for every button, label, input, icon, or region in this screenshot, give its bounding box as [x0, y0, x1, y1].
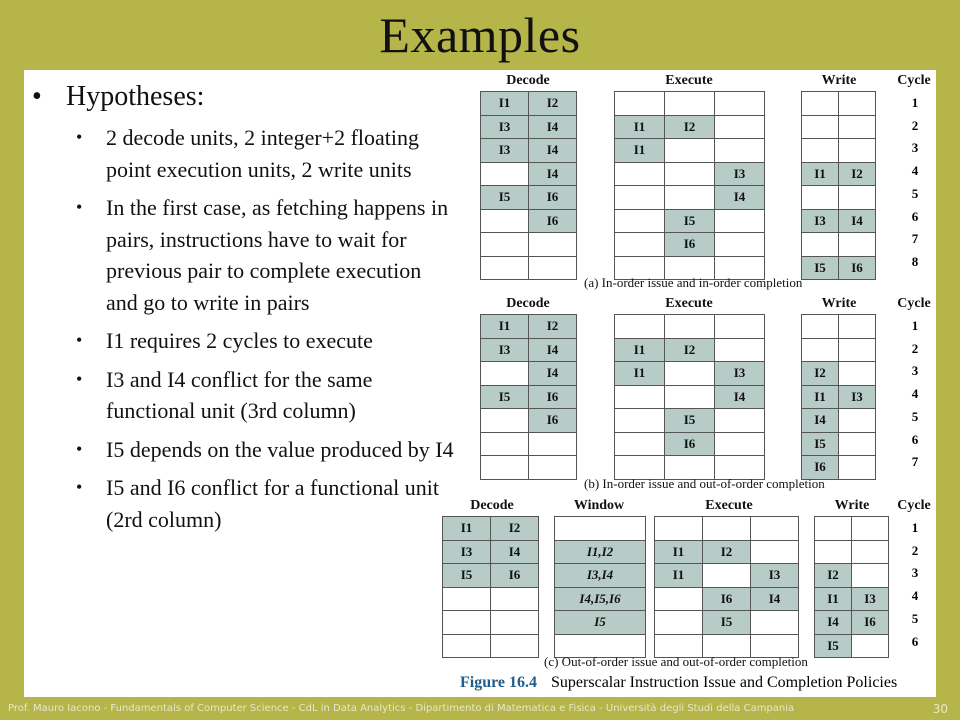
- table-cell: [802, 315, 839, 339]
- table-cell: I5: [481, 385, 529, 409]
- table-cell: I2: [802, 362, 839, 386]
- table-cell: I5: [555, 611, 646, 635]
- write-table: [814, 516, 889, 658]
- table-row: [443, 540, 539, 564]
- table-cell: [715, 338, 765, 362]
- table-row: [615, 409, 765, 433]
- cycle-number: 1: [911, 318, 919, 333]
- execute-table: [614, 91, 765, 280]
- table-cell: [751, 517, 799, 541]
- table-row: [615, 162, 765, 186]
- sub-caption: (c) Out-of-order issue and out-of-order completion: [544, 654, 808, 669]
- table-cell: [802, 139, 839, 163]
- bullet-dot-icon: •: [76, 330, 83, 350]
- table-cell: [715, 315, 765, 339]
- table-cell: [481, 209, 529, 233]
- table-cell: [491, 634, 539, 658]
- table-row: [615, 362, 765, 386]
- table-cell: I1: [655, 564, 703, 588]
- table-cell: I4: [529, 162, 577, 186]
- figure-caption-text: Superscalar Instruction Issue and Completion Policies: [551, 674, 898, 691]
- table-row: [481, 432, 577, 456]
- table-row: [802, 186, 876, 210]
- table-row: [802, 92, 876, 116]
- cycle-number: 2: [911, 542, 919, 558]
- table-row: [802, 162, 876, 186]
- cycle-number: 1: [911, 520, 919, 535]
- table-row: [615, 209, 765, 233]
- table-cell: I1: [481, 315, 529, 339]
- table-cell: [481, 456, 529, 480]
- table-row: [802, 385, 876, 409]
- table-cell: I1: [655, 540, 703, 564]
- table-cell: I3: [802, 209, 839, 233]
- bullet-item: [24, 472, 454, 535]
- execute-header: Execute: [665, 296, 713, 311]
- execute-header: Execute: [705, 498, 753, 513]
- table-row: [655, 540, 799, 564]
- bullet-heading: [24, 80, 454, 114]
- table-cell: [715, 233, 765, 257]
- table-cell: I3: [715, 162, 765, 186]
- table-cell: [615, 92, 665, 116]
- table-row: [802, 209, 876, 233]
- table-row: [443, 611, 539, 635]
- table-row: [555, 564, 646, 588]
- table-cell: I1: [615, 139, 665, 163]
- table-cell: I6: [665, 432, 715, 456]
- table-cell: I1: [615, 362, 665, 386]
- table-cell: [555, 517, 646, 541]
- write-header: Write: [834, 498, 870, 513]
- bullet-list: [24, 80, 454, 542]
- table-cell: I4: [751, 587, 799, 611]
- cycle-number: 6: [911, 633, 919, 649]
- cycle-number: 2: [911, 117, 919, 133]
- cycle-number: 4: [911, 386, 919, 402]
- table-row: [615, 338, 765, 362]
- table-row: [555, 611, 646, 635]
- figure-number: Figure 16.4: [460, 674, 538, 691]
- table-cell: I1: [481, 92, 529, 116]
- cycle-number: 2: [911, 340, 919, 356]
- table-row: [481, 92, 577, 116]
- table-row: [615, 385, 765, 409]
- cycle-number: 3: [911, 363, 919, 379]
- table-cell: I1: [443, 517, 491, 541]
- table-cell: I4: [815, 611, 852, 635]
- table-cell: [839, 139, 876, 163]
- bullet-dot-icon: •: [76, 368, 83, 389]
- table-cell: I6: [852, 611, 889, 635]
- page-number: 30: [932, 702, 948, 716]
- figure-caption: [460, 674, 897, 692]
- table-cell: [839, 186, 876, 210]
- table-cell: [715, 115, 765, 139]
- table-cell: I4: [802, 409, 839, 433]
- table-cell: I1: [615, 338, 665, 362]
- table-row: [655, 611, 799, 635]
- table-cell: I5: [802, 432, 839, 456]
- table-cell: [802, 186, 839, 210]
- cycle-number: 5: [911, 610, 919, 626]
- table-cell: [839, 115, 876, 139]
- table-cell: [852, 540, 889, 564]
- table-cell: [839, 362, 876, 386]
- pipeline-figure: [444, 70, 936, 697]
- sub-caption: (b) In-order issue and out-of-order completion: [584, 476, 825, 491]
- bullet-dot-icon: •: [76, 438, 83, 459]
- table-cell: [665, 362, 715, 386]
- table-row: [443, 564, 539, 588]
- table-row: [815, 564, 889, 588]
- table-cell: I1,I2: [555, 540, 646, 564]
- table-cell: I4: [529, 139, 577, 163]
- table-cell: I4: [839, 209, 876, 233]
- table-cell: [665, 385, 715, 409]
- table-cell: I4: [715, 186, 765, 210]
- table-row: [443, 517, 539, 541]
- table-row: [802, 256, 876, 280]
- table-cell: [802, 92, 839, 116]
- table-row: [555, 517, 646, 541]
- table-row: [615, 186, 765, 210]
- table-cell: [715, 139, 765, 163]
- table-cell: [615, 233, 665, 257]
- table-cell: [703, 564, 751, 588]
- table-row: [802, 338, 876, 362]
- table-row: [655, 587, 799, 611]
- table-cell: [481, 409, 529, 433]
- table-cell: [481, 162, 529, 186]
- table-row: [615, 432, 765, 456]
- bullet-item-text: In the first case, as fetching happens in pairs, instructions have to wait for previous pair to complete execution and go to write in pairs: [106, 195, 449, 315]
- table-cell: [481, 432, 529, 456]
- table-row: [555, 540, 646, 564]
- table-cell: I4: [491, 540, 539, 564]
- table-cell: [481, 256, 529, 280]
- table-cell: I2: [529, 315, 577, 339]
- bullet-item-text: I5 and I6 conflict for a functional unit (2rd column): [106, 475, 439, 532]
- table-cell: I2: [703, 540, 751, 564]
- decode-table: [442, 516, 539, 658]
- cycle-number: 5: [911, 408, 919, 424]
- table-cell: I3: [481, 338, 529, 362]
- table-row: [481, 338, 577, 362]
- table-cell: [665, 315, 715, 339]
- table-cell: [665, 162, 715, 186]
- table-row: [815, 634, 889, 658]
- table-cell: [615, 409, 665, 433]
- table-row: [481, 256, 577, 280]
- table-cell: [615, 209, 665, 233]
- table-cell: I2: [815, 564, 852, 588]
- cycle-number: 5: [911, 185, 919, 201]
- table-cell: [703, 517, 751, 541]
- bullet-item: [24, 434, 454, 466]
- table-row: [802, 362, 876, 386]
- table-row: [615, 115, 765, 139]
- bullet-dot-icon: •: [76, 197, 83, 217]
- table-row: [802, 233, 876, 257]
- table-cell: I4: [529, 115, 577, 139]
- table-row: [815, 517, 889, 541]
- table-cell: I6: [802, 456, 839, 480]
- table-cell: I5: [802, 256, 839, 280]
- table-cell: I5: [481, 186, 529, 210]
- window-header: Window: [573, 498, 625, 513]
- table-cell: I3: [443, 540, 491, 564]
- table-row: [802, 432, 876, 456]
- table-cell: I1: [815, 587, 852, 611]
- cycle-number: 4: [911, 163, 919, 179]
- table-cell: [529, 456, 577, 480]
- table-cell: I4: [529, 338, 577, 362]
- write-table: [801, 314, 876, 480]
- table-cell: I3: [852, 587, 889, 611]
- table-cell: I5: [665, 209, 715, 233]
- table-cell: [443, 611, 491, 635]
- table-row: [802, 115, 876, 139]
- bullet-item: [24, 192, 454, 318]
- cycle-number: 6: [911, 431, 919, 447]
- table-cell: I3: [481, 139, 529, 163]
- write-table: [801, 91, 876, 280]
- table-cell: I5: [443, 564, 491, 588]
- table-cell: I5: [665, 409, 715, 433]
- table-cell: [655, 517, 703, 541]
- table-cell: [715, 92, 765, 116]
- table-row: [443, 634, 539, 658]
- bullet-item-text: I1 requires 2 cycles to execute: [106, 328, 373, 353]
- table-row: [481, 456, 577, 480]
- table-row: [555, 587, 646, 611]
- table-cell: [481, 362, 529, 386]
- table-cell: I6: [529, 209, 577, 233]
- table-cell: [443, 587, 491, 611]
- decode-header: Decode: [506, 73, 550, 88]
- table-cell: [615, 385, 665, 409]
- table-cell: I3: [839, 385, 876, 409]
- table-row: [481, 115, 577, 139]
- table-row: [615, 92, 765, 116]
- content-panel: [24, 70, 936, 697]
- table-cell: [665, 139, 715, 163]
- table-cell: I2: [529, 92, 577, 116]
- slide-title: Examples: [379, 7, 581, 63]
- decode-table: [480, 91, 577, 280]
- table-cell: I1: [615, 115, 665, 139]
- table-cell: I3: [715, 362, 765, 386]
- cycle-number: 3: [911, 140, 919, 156]
- table-cell: I2: [665, 115, 715, 139]
- table-cell: [529, 432, 577, 456]
- write-header: Write: [821, 73, 857, 88]
- table-cell: I6: [491, 564, 539, 588]
- cycle-header: Cycle: [897, 296, 931, 311]
- bullet-item: [24, 364, 454, 427]
- table-cell: [481, 233, 529, 257]
- table-row: [802, 139, 876, 163]
- table-row: [481, 186, 577, 210]
- table-cell: [443, 634, 491, 658]
- table-cell: [852, 564, 889, 588]
- table-cell: I4,I5,I6: [555, 587, 646, 611]
- cycle-number: 7: [911, 454, 919, 470]
- table-row: [615, 139, 765, 163]
- bullet-dot-icon: •: [32, 81, 42, 112]
- table-row: [815, 587, 889, 611]
- table-row: [481, 409, 577, 433]
- cycle-number: 7: [911, 231, 919, 247]
- bullet-item: [24, 325, 454, 357]
- table-cell: [802, 233, 839, 257]
- table-cell: [615, 186, 665, 210]
- decode-header: Decode: [506, 296, 550, 311]
- table-cell: I4: [715, 385, 765, 409]
- table-cell: [751, 540, 799, 564]
- table-row: [615, 233, 765, 257]
- table-row: [481, 233, 577, 257]
- table-row: [481, 315, 577, 339]
- bullet-dot-icon: •: [76, 477, 83, 497]
- bullet-item: [24, 122, 454, 185]
- table-cell: I2: [665, 338, 715, 362]
- table-cell: [802, 338, 839, 362]
- table-row: [615, 315, 765, 339]
- write-header: Write: [821, 296, 857, 311]
- table-cell: [715, 409, 765, 433]
- execute-table: [654, 516, 799, 658]
- table-cell: [751, 611, 799, 635]
- table-cell: [839, 456, 876, 480]
- table-cell: [852, 634, 889, 658]
- table-row: [481, 162, 577, 186]
- table-cell: [852, 517, 889, 541]
- table-cell: [529, 256, 577, 280]
- table-cell: [839, 92, 876, 116]
- table-row: [802, 315, 876, 339]
- table-cell: [715, 432, 765, 456]
- table-row: [815, 611, 889, 635]
- window-table: [554, 516, 646, 658]
- cycle-header: Cycle: [897, 73, 931, 88]
- table-cell: [665, 186, 715, 210]
- table-cell: I1: [802, 385, 839, 409]
- table-cell: I5: [703, 611, 751, 635]
- table-cell: I6: [529, 385, 577, 409]
- decode-header: Decode: [470, 498, 514, 513]
- table-cell: [839, 233, 876, 257]
- table-cell: I6: [529, 409, 577, 433]
- table-row: [443, 587, 539, 611]
- table-cell: [802, 115, 839, 139]
- table-cell: [615, 162, 665, 186]
- cycle-number: 3: [911, 565, 919, 581]
- table-cell: [615, 315, 665, 339]
- table-cell: [815, 540, 852, 564]
- table-row: [655, 517, 799, 541]
- table-row: [481, 362, 577, 386]
- table-cell: I2: [491, 517, 539, 541]
- table-cell: [615, 432, 665, 456]
- table-cell: [839, 432, 876, 456]
- cycle-number: 6: [911, 208, 919, 224]
- decode-table: [480, 314, 577, 480]
- table-cell: [665, 92, 715, 116]
- table-cell: [491, 611, 539, 635]
- execute-header: Execute: [665, 73, 713, 88]
- table-row: [481, 209, 577, 233]
- table-cell: I2: [839, 162, 876, 186]
- table-cell: I3: [751, 564, 799, 588]
- table-cell: I4: [529, 362, 577, 386]
- table-cell: I6: [703, 587, 751, 611]
- table-row: [481, 385, 577, 409]
- bullet-item-text: 2 decode units, 2 integer+2 floating point execution units, 2 write units: [106, 125, 419, 182]
- table-cell: [839, 315, 876, 339]
- bullet-item-text: I5 depends on the value produced by I4: [106, 436, 454, 462]
- sub-caption: (a) In-order issue and in-order completion: [584, 275, 803, 290]
- cycle-header: Cycle: [897, 498, 931, 513]
- cycle-number: 4: [911, 588, 919, 604]
- table-cell: I6: [839, 256, 876, 280]
- table-cell: [491, 587, 539, 611]
- table-cell: [839, 338, 876, 362]
- table-row: [481, 139, 577, 163]
- table-cell: I3,I4: [555, 564, 646, 588]
- bullet-item-text: I3 and I4 conflict for the same functional unit (3rd column): [106, 366, 373, 423]
- cycle-number: 1: [911, 95, 919, 110]
- table-cell: I6: [529, 186, 577, 210]
- table-row: [655, 564, 799, 588]
- table-cell: [655, 587, 703, 611]
- table-cell: I3: [481, 115, 529, 139]
- table-cell: [655, 611, 703, 635]
- execute-table: [614, 314, 765, 480]
- table-cell: [815, 517, 852, 541]
- table-row: [802, 409, 876, 433]
- bullet-dot-icon: •: [76, 127, 83, 147]
- table-cell: I5: [815, 634, 852, 658]
- cycle-number: 8: [911, 253, 919, 269]
- table-cell: I1: [802, 162, 839, 186]
- table-cell: [715, 209, 765, 233]
- table-row: [815, 540, 889, 564]
- table-cell: [839, 409, 876, 433]
- table-cell: I6: [665, 233, 715, 257]
- footer-text: Prof. Mauro Iacono - Fundamentals of Computer Science - CdL in Data Analytics - Dipartimento di Matematica e Fisica - Università degli Studi della Campania: [8, 703, 795, 714]
- bullet-heading-text: Hypotheses:: [66, 81, 205, 112]
- table-cell: [529, 233, 577, 257]
